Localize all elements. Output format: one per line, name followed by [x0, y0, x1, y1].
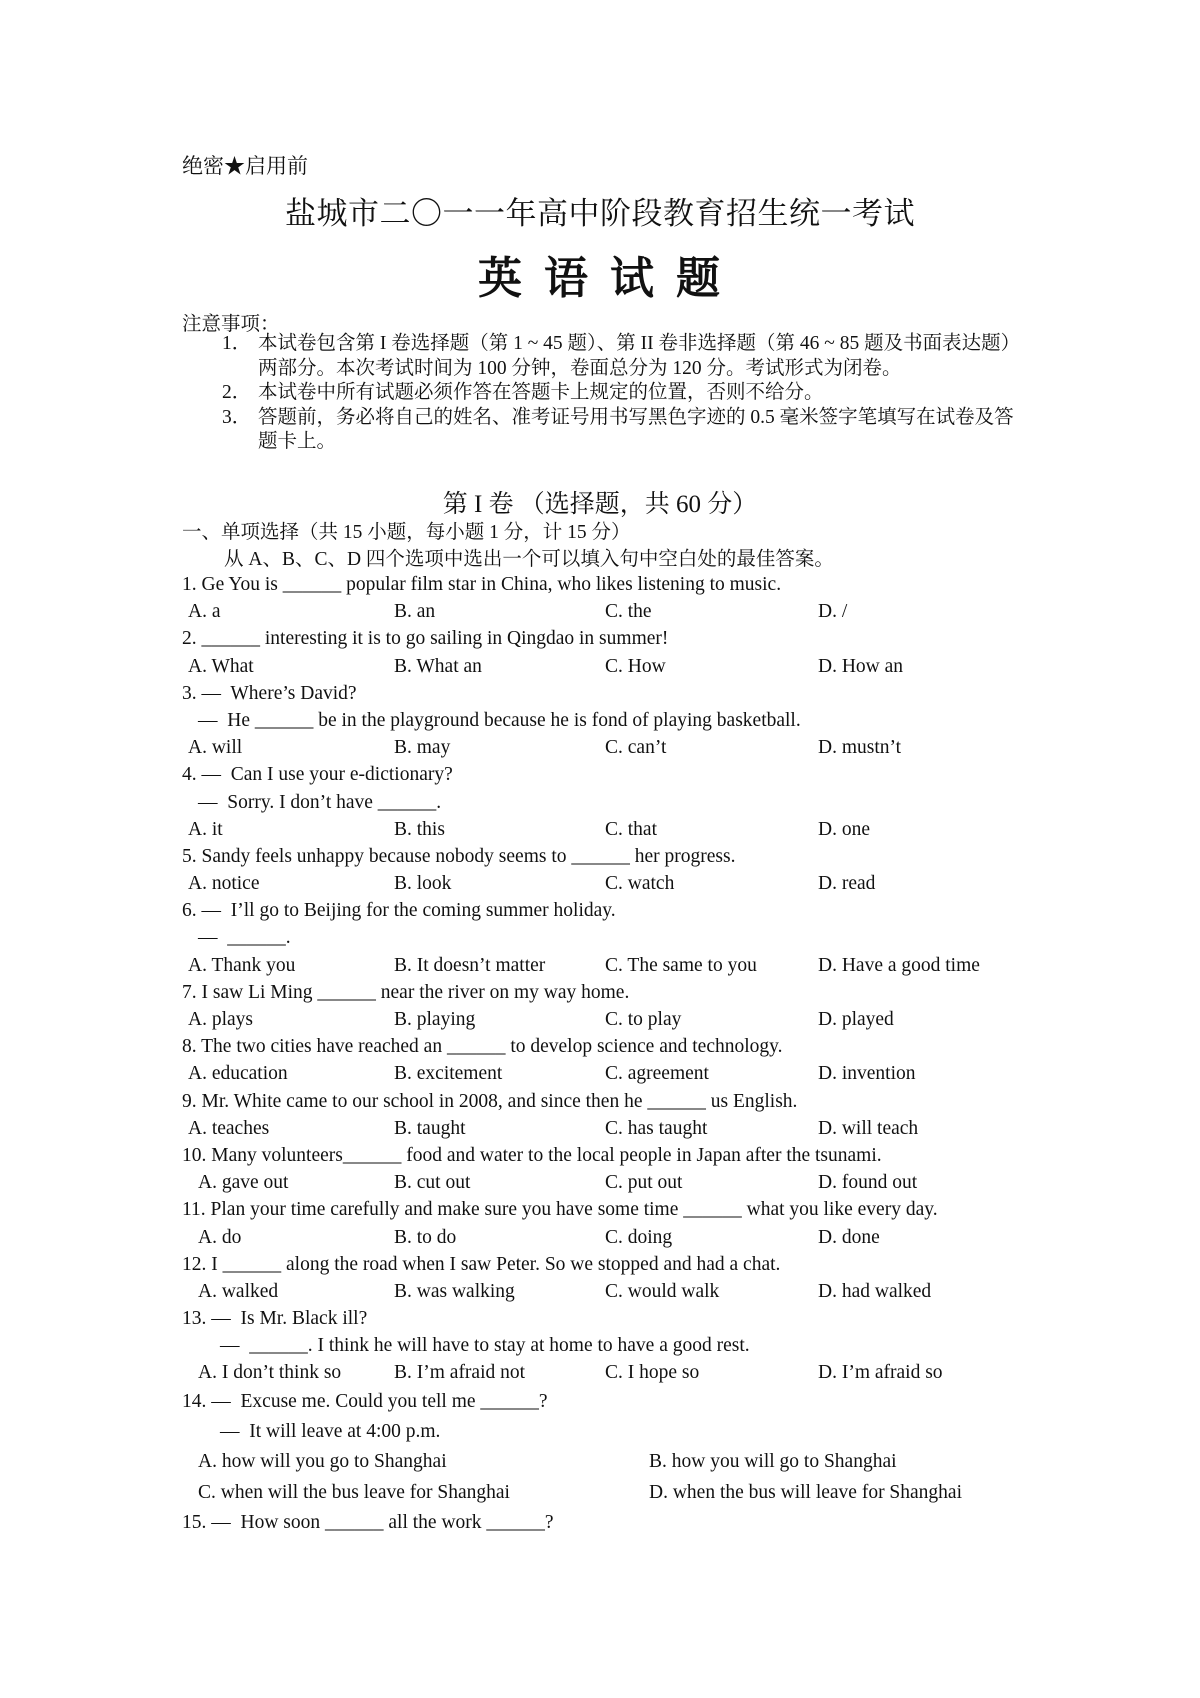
question-line — [182, 1417, 1182, 1447]
option-row — [182, 1060, 1182, 1087]
confidential-label: 绝密★启用前 — [182, 154, 308, 178]
option-A[interactable]: A. walked — [198, 1280, 279, 1302]
notice-text: 本试卷包含第 I 卷选择题（第 1 ~ 45 题）、第 II 卷非选择题（第 46 ~ 85 题及书面表达题）两部分。本次考试时间为 100 分钟，卷面总分为 120 分。考试形式为闭卷。 — [258, 333, 1021, 379]
option-B[interactable]: B. I’m afraid not — [394, 1362, 526, 1384]
question-stem: 11. Plan your time carefully and make sure you have some time ______ what you like every day. — [182, 1199, 938, 1221]
question-line — [182, 789, 1182, 816]
question-stem: 14. — Excuse me. Could you tell me ______? — [182, 1390, 548, 1412]
question-line — [182, 761, 1182, 788]
question-stem: 6. — I’ll go to Beijing for the coming summer holiday. — [182, 900, 616, 922]
part-heading: 第 I 卷 （选择题，共 60 分） — [442, 491, 758, 518]
question-reply: — It will leave at 4:00 p.m. — [220, 1421, 441, 1443]
question-line — [182, 1196, 1182, 1223]
option-D[interactable]: D. done — [818, 1226, 880, 1248]
option-A[interactable]: A. it — [188, 818, 223, 840]
question-stem: 15. — How soon ______ all the work ______? — [182, 1512, 554, 1534]
option-row — [182, 1169, 1182, 1196]
option-C[interactable]: C. The same to you — [605, 954, 757, 976]
option-B[interactable]: B. may — [394, 737, 451, 759]
option-row — [182, 1224, 1182, 1251]
question-list — [182, 571, 1182, 1539]
option-A[interactable]: A. a — [188, 601, 221, 623]
option-B[interactable]: B. cut out — [394, 1172, 471, 1194]
question-stem: 2. ______ interesting it is to go sailing in Qingdao in summer! — [182, 628, 669, 650]
notice-item — [222, 406, 1022, 455]
option-C[interactable]: C. that — [605, 818, 657, 840]
question-stem: 1. Ge You is ______ popular film star in China, who likes listening to music. — [182, 574, 782, 595]
option-B[interactable]: B. was walking — [394, 1280, 515, 1302]
option-B[interactable]: B. taught — [394, 1117, 466, 1139]
option-A[interactable]: A. gave out — [198, 1172, 289, 1194]
question-stem: 9. Mr. White came to our school in 2008, and since then he ______ us English. — [182, 1090, 798, 1112]
option-D[interactable]: D. one — [818, 818, 870, 840]
option-B[interactable]: B. What an — [394, 655, 482, 677]
option-D[interactable]: D. invention — [818, 1063, 916, 1085]
option-row — [182, 816, 1182, 843]
option-D[interactable]: D. read — [818, 873, 876, 895]
notice-heading: 注意事项： — [182, 314, 280, 335]
option-row — [182, 1478, 1182, 1508]
option-A[interactable]: A. do — [198, 1226, 242, 1248]
question-line — [182, 1088, 1182, 1115]
option-row — [182, 1278, 1182, 1305]
option-D[interactable]: D. played — [818, 1009, 894, 1030]
notice-item — [222, 332, 1022, 381]
option-C[interactable]: C. would walk — [605, 1280, 720, 1302]
question-line — [182, 1033, 1182, 1060]
option-B[interactable]: B. to do — [394, 1226, 457, 1248]
option-row — [182, 952, 1182, 979]
option-D[interactable]: D. had walked — [818, 1280, 932, 1302]
option-C[interactable]: C. has taught — [605, 1117, 708, 1139]
option-D[interactable]: D. when the bus will leave for Shanghai — [649, 1481, 963, 1503]
question-stem: 10. Many volunteers______ food and water to the local people in Japan after the tsunami. — [182, 1144, 882, 1166]
option-A[interactable]: A. will — [188, 737, 243, 759]
question-stem: 5. Sandy feels unhappy because nobody seems to ______ her progress. — [182, 845, 736, 867]
option-C[interactable]: C. I hope so — [605, 1362, 700, 1384]
option-C[interactable]: C. How — [605, 655, 666, 677]
question-line — [182, 979, 1182, 1006]
question-reply: — Sorry. I don’t have ______. — [198, 791, 442, 813]
question-line — [182, 1508, 1182, 1538]
option-D[interactable]: D. How an — [818, 655, 904, 677]
question-line — [182, 924, 1182, 951]
option-row — [182, 598, 1182, 625]
option-D[interactable]: D. mustn’t — [818, 737, 902, 759]
option-B[interactable]: B. It doesn’t matter — [394, 954, 546, 976]
option-C[interactable]: C. to play — [605, 1009, 682, 1030]
option-row — [182, 1115, 1182, 1142]
option-A[interactable]: A. education — [188, 1063, 288, 1085]
option-A[interactable]: A. What — [188, 655, 254, 677]
option-row — [182, 1447, 1182, 1477]
option-A[interactable]: A. Thank you — [188, 954, 296, 976]
notice-text: 本试卷中所有试题必须作答在答题卡上规定的位置，否则不给分。 — [258, 382, 824, 403]
question-stem: 4. — Can I use your e-dictionary? — [182, 764, 453, 786]
notice-num: 1． — [222, 333, 252, 354]
option-B[interactable]: B. this — [394, 818, 445, 840]
question-stem: 3. — Where’s David? — [182, 682, 357, 704]
option-A[interactable]: A. teaches — [188, 1117, 270, 1139]
option-B[interactable]: B. look — [394, 873, 452, 895]
question-line — [182, 1332, 1182, 1359]
question-line — [182, 1142, 1182, 1169]
question-line — [182, 571, 1182, 598]
question-stem: 8. The two cities have reached an ______ to develop science and technology. — [182, 1036, 783, 1058]
notice-num: 3． — [222, 406, 252, 428]
question-line — [182, 625, 1182, 652]
question-stem: 12. I ______ along the road when I saw Peter. So we stopped and had a chat. — [182, 1253, 781, 1275]
option-D[interactable]: D. / — [818, 601, 848, 623]
option-row — [182, 1359, 1182, 1386]
option-A[interactable]: A. I don’t think so — [198, 1362, 342, 1384]
option-D[interactable]: D. will teach — [818, 1117, 919, 1139]
option-A[interactable]: A. notice — [188, 873, 260, 895]
option-row — [182, 734, 1182, 761]
option-C[interactable]: C. watch — [605, 873, 675, 895]
option-A[interactable]: A. how will you go to Shanghai — [198, 1451, 447, 1473]
option-C[interactable]: C. doing — [605, 1226, 673, 1248]
notice-num: 2． — [222, 382, 252, 403]
option-C[interactable]: C. the — [605, 601, 652, 623]
question-line — [182, 707, 1182, 734]
question-reply: — He ______ be in the playground because he is fond of playing basketball. — [198, 709, 801, 731]
option-A[interactable]: A. plays — [188, 1009, 253, 1030]
question-line — [182, 1387, 1182, 1417]
option-B[interactable]: B. excitement — [394, 1063, 503, 1085]
question-reply: — ______. — [198, 927, 291, 949]
option-C[interactable]: C. can’t — [605, 737, 667, 759]
option-D[interactable]: D. Have a good time — [818, 954, 980, 976]
question-line — [182, 1305, 1182, 1332]
question-reply: — ______. I think he will have to stay at home to have a good rest. — [220, 1335, 750, 1357]
option-row — [182, 1006, 1182, 1033]
option-C[interactable]: C. when will the bus leave for Shanghai — [198, 1481, 510, 1503]
option-B[interactable]: B. an — [394, 601, 436, 623]
exam-title: 盐城市二〇一一年高中阶段教育招生统一考试 — [285, 196, 915, 231]
option-C[interactable]: C. agreement — [605, 1063, 709, 1085]
question-stem: 13. — Is Mr. Black ill? — [182, 1308, 368, 1330]
notice-item — [222, 381, 1022, 406]
question-line — [182, 897, 1182, 924]
option-D[interactable]: D. found out — [818, 1172, 918, 1194]
option-C[interactable]: C. put out — [605, 1172, 683, 1194]
option-row — [182, 870, 1182, 897]
option-B[interactable]: B. playing — [394, 1009, 476, 1030]
notice-list — [222, 332, 1022, 455]
section-instruction: 从 A、B、C、D 四个选项中选出一个可以填入句中空白处的最佳答案。 — [224, 549, 834, 570]
question-line — [182, 1251, 1182, 1278]
section-heading: 一、单项选择（共 15 小题，每小题 1 分，计 15 分） — [182, 522, 631, 543]
option-row — [182, 653, 1182, 680]
notice-text: 答题前，务必将自己的姓名、准考证号用书写黑色字迹的 0.5 毫米签字笔填写在试卷及答题卡上。 — [258, 406, 1014, 452]
question-line — [182, 843, 1182, 870]
question-stem: 7. I saw Li Ming ______ near the river on my way home. — [182, 981, 630, 1003]
option-D[interactable]: D. I’m afraid so — [818, 1362, 943, 1384]
subject-title: 英语试题 — [478, 254, 742, 303]
option-B[interactable]: B. how you will go to Shanghai — [649, 1451, 897, 1473]
question-line — [182, 680, 1182, 707]
